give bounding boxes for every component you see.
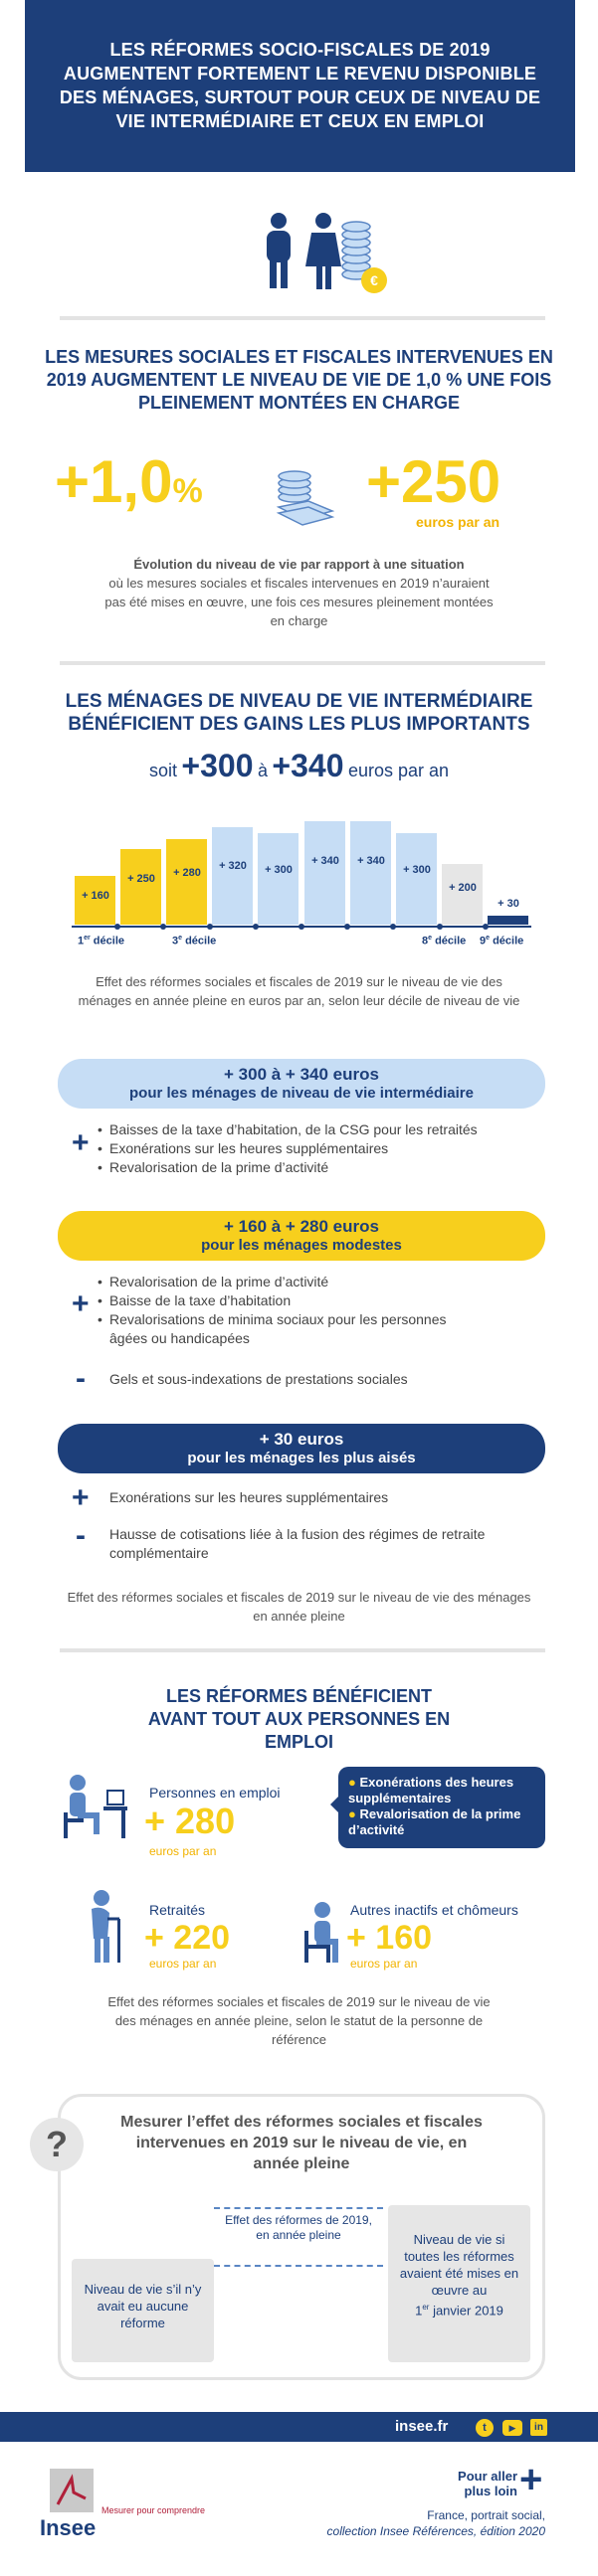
list-item: • Exonérations sur les heures supplémentaires xyxy=(98,1139,545,1158)
wealthy-plus-item: Exonérations sur les heures supplémentaires xyxy=(109,1489,389,1505)
dashed-line xyxy=(214,2207,383,2209)
bar-label-decile-2: + 250 xyxy=(127,873,155,886)
more-line2: plus loin xyxy=(464,2484,517,2498)
intermediate-title-1: + 300 à + 340 euros xyxy=(224,1065,379,1084)
source-line1: France, portrait social, xyxy=(427,2508,545,2522)
intermediate-plus-list xyxy=(98,1120,545,1177)
couple-coins-icon xyxy=(249,211,398,300)
plus-icon[interactable]: + xyxy=(519,2458,543,2501)
employed-value: + 280 xyxy=(144,1801,236,1841)
plus-icon: + xyxy=(72,1126,90,1159)
question-icon: ? xyxy=(30,2118,84,2171)
method-right-box xyxy=(388,2205,530,2362)
range-high: +340 xyxy=(272,748,344,783)
bar-label-decile-7: + 340 xyxy=(357,855,385,867)
inactive-value: + 160 xyxy=(346,1919,433,1957)
employed-bubble xyxy=(338,1767,545,1848)
retired-unit: euros par an xyxy=(149,1957,217,1971)
bar-label-decile-1: + 160 xyxy=(82,889,109,902)
logo-figure-icon xyxy=(50,2469,94,2512)
axis-dot xyxy=(390,924,396,930)
bar-decile-5 xyxy=(258,833,299,925)
list-item: • Revalorisation de la prime d’activité xyxy=(98,1273,456,1291)
stat-percent xyxy=(55,448,254,522)
divider xyxy=(60,661,545,665)
bar-label-decile-6: + 340 xyxy=(311,855,339,867)
axis-dot xyxy=(299,924,304,930)
range-low: +300 xyxy=(181,748,254,783)
section3-title: LES RÉFORMES BÉNÉFICIENT AVANT TOUT AUX PERSONNES EN EMPLOI xyxy=(147,1686,451,1752)
bar-label-decile-4: + 320 xyxy=(219,860,247,873)
method-middle-text: Effet des réformes de 2019, en année pleine xyxy=(225,2213,372,2242)
range-line xyxy=(40,748,558,783)
header-title: LES RÉFORMES SOCIO-FISCALES DE 2019 AUGMENTENT FORTEMENT LE REVENU DISPONIBLE DES MÉNAGES, SURTOUT POUR CEUX DE NIVEAU DE VIE INTERMÉDIAIRE ET CEUX EN EMPLOI xyxy=(59,40,541,131)
method-right-main: Niveau de vie si toutes les réformes avaient été mises en œuvre au xyxy=(399,2232,519,2298)
inactive-unit: euros par an xyxy=(350,1957,418,1971)
bar-label-decile-10: + 30 xyxy=(498,898,519,910)
wealthy-title-2: pour les ménages les plus aisés xyxy=(187,1450,416,1466)
intermediate-pill xyxy=(58,1059,545,1109)
plus-icon: + xyxy=(72,1288,90,1320)
retired-label: Retraités xyxy=(149,1902,206,1918)
bubble-item: ● Revalorisation de la prime d’activité xyxy=(348,1806,521,1837)
tick-decile-3: 3e décile xyxy=(172,935,217,947)
list-item: • Baisses de la taxe d’habitation, de la CSG pour les retraités xyxy=(98,1120,545,1139)
insee-logo-text: Insee xyxy=(40,2515,97,2540)
plus-icon: + xyxy=(72,1481,90,1514)
stat-euros-unit: euros par an xyxy=(416,514,500,530)
money-stack-icon xyxy=(271,467,340,529)
minus-icon: - xyxy=(76,1362,86,1395)
employed-unit: euros par an xyxy=(149,1844,217,1858)
axis-dot xyxy=(207,924,213,930)
more-line1: Pour aller xyxy=(458,2469,517,2484)
twitter-icon[interactable]: t xyxy=(476,2419,494,2437)
header-banner xyxy=(25,0,575,172)
wealthy-pill xyxy=(58,1424,545,1473)
list-item: • Baisse de la taxe d’habitation xyxy=(98,1291,456,1310)
intermediate-title-2: pour les ménages de niveau de vie intermédiaire xyxy=(129,1085,474,1102)
section1-caption-bold: Évolution du niveau de vie par rapport à une situation xyxy=(133,557,465,572)
section1-title: LES MESURES SOCIALES ET FISCALES INTERVENUES EN 2019 AUGMENTENT LE NIVEAU DE VIE DE 1,0 % UNE FOIS PLEINEMENT MONTÉES EN CHARGE xyxy=(45,347,553,413)
bar-decile-3 xyxy=(166,839,207,925)
bar-label-decile-9: + 200 xyxy=(449,882,477,895)
stat-euros-value: +250 xyxy=(366,448,501,515)
list-item: • Revalorisations de minima sociaux pour les personnes âgées ou handicapées xyxy=(98,1310,456,1348)
range-unit: euros par an xyxy=(347,761,450,780)
section2-title: LES MÉNAGES DE NIVEAU DE VIE INTERMÉDIAIRE BÉNÉFICIENT DES GAINS LES PLUS IMPORTANTS xyxy=(65,691,533,735)
bar-decile-8 xyxy=(396,833,437,925)
modest-minus-item: Gels et sous-indexations de prestations sociales xyxy=(109,1371,408,1387)
bar-label-decile-8: + 300 xyxy=(403,863,431,876)
retired-value: + 220 xyxy=(144,1919,231,1957)
inactive-label: Autres inactifs et chômeurs xyxy=(350,1902,518,1918)
wealthy-minus-item: Hausse de cotisations liée à la fusion des régimes de retraite complémentaire xyxy=(109,1526,486,1561)
bar-decile-2 xyxy=(120,849,161,925)
insee-tagline: Mesurer pour comprendre xyxy=(101,2505,206,2515)
section2-caption: Effet des réformes sociales et fiscales de 2019 sur le niveau de vie des ménages en année pleine en euros par an, selon leur décile de niveau de vie xyxy=(78,974,520,1008)
seated-person-icon xyxy=(297,1901,346,1966)
stat-percent-value: +1,0 xyxy=(55,448,173,515)
youtube-icon[interactable]: ▶ xyxy=(502,2420,522,2436)
axis-dot xyxy=(160,924,166,930)
bar-label-decile-3: + 280 xyxy=(173,867,201,880)
section1-caption-rest: où les mesures sociales et fiscales intervenues en 2019 n’auraient pas été mises en œuvre, une fois ces mesures pleinement montées en charge xyxy=(104,576,494,628)
wealthy-title-1: + 30 euros xyxy=(259,1430,344,1449)
stat-percent-unit: % xyxy=(172,472,203,510)
method-left-box: Niveau de vie s’il n’y avait eu aucune réforme xyxy=(72,2259,214,2362)
more-info[interactable] xyxy=(428,2469,517,2498)
modest-title-2: pour les ménages modestes xyxy=(201,1237,402,1254)
axis-dot xyxy=(437,924,443,930)
method-right-date: 1er janvier 2019 xyxy=(415,2303,503,2318)
axis-dot xyxy=(114,924,120,930)
source-line2: collection Insee Références, édition 2020 xyxy=(326,2524,545,2538)
axis-dot xyxy=(483,924,489,930)
axis-dot xyxy=(253,924,259,930)
section1-caption xyxy=(60,555,538,630)
modest-pill xyxy=(58,1211,545,1261)
divider xyxy=(60,316,545,320)
range-mid: à xyxy=(257,761,268,780)
bar-decile-9 xyxy=(442,864,483,925)
method-title: Mesurer l’effet des réformes sociales et fiscales intervenues en 2019 sur le niveau de vie, en année pleine xyxy=(120,2114,483,2172)
section3-caption: Effet des réformes sociales et fiscales de 2019 sur le niveau de vie des ménages en année pleine, selon le statut de la personne de référence xyxy=(107,1994,491,2047)
svg-text:€: € xyxy=(370,272,378,288)
divider xyxy=(60,1648,545,1652)
employed-label: Personnes en emploi xyxy=(149,1785,281,1801)
bubble-item: ● Exonérations des heures supplémentaires xyxy=(348,1775,514,1805)
axis-dot xyxy=(344,924,350,930)
bar-label-decile-5: + 300 xyxy=(265,863,293,876)
range-prefix: soit xyxy=(148,761,177,780)
elderly-person-icon xyxy=(82,1889,131,1964)
chart-axis-dots xyxy=(72,922,531,932)
tick-decile-1: 1er décile xyxy=(78,935,124,947)
worker-at-desk-icon xyxy=(60,1773,129,1842)
modest-plus-list xyxy=(98,1273,456,1348)
linkedin-icon[interactable]: in xyxy=(530,2419,547,2436)
modest-title-1: + 160 à + 280 euros xyxy=(224,1217,379,1236)
bar-decile-6 xyxy=(304,821,345,925)
tick-decile-9: 9e décile xyxy=(480,935,524,947)
groups-caption: Effet des réformes sociales et fiscales de 2019 sur le niveau de vie des ménages en année pleine xyxy=(67,1590,531,1624)
dashed-line xyxy=(214,2265,383,2267)
minus-icon: - xyxy=(76,1519,86,1552)
tick-decile-8: 8e décile xyxy=(422,935,467,947)
list-item: • Revalorisation de la prime d’activité xyxy=(98,1158,545,1177)
site-link[interactable]: insee.fr xyxy=(395,2418,449,2435)
bar-decile-4 xyxy=(212,827,253,925)
bubble-arrow xyxy=(330,1797,338,1812)
decile-bar-chart xyxy=(72,815,531,925)
stat-euros xyxy=(366,448,565,547)
insee-logo-mark xyxy=(50,2469,94,2512)
bar-decile-7 xyxy=(350,821,391,925)
source-ref xyxy=(299,2507,545,2539)
